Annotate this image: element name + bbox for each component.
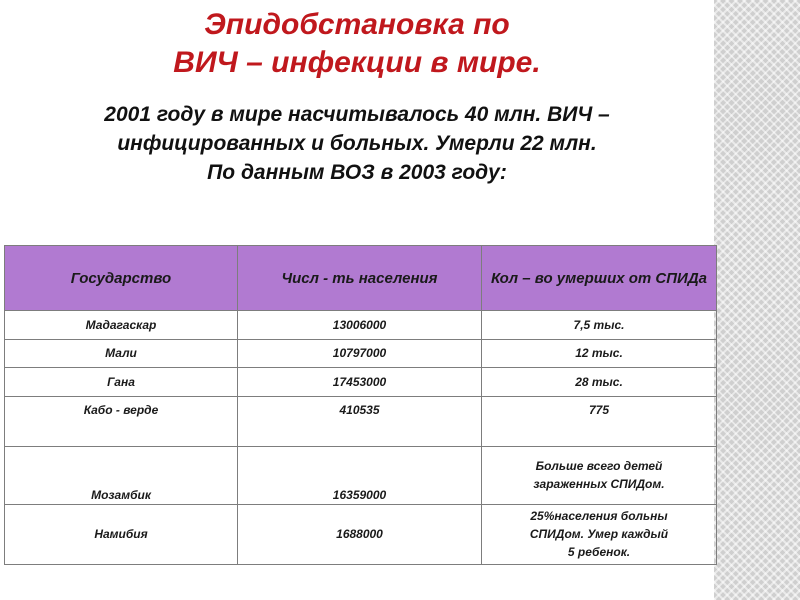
- cell-deaths: [482, 504, 717, 564]
- header-deaths: Кол – во умерших от СПИДа: [482, 246, 717, 311]
- subtitle-line-2: инфицированных и больных. Умерли 22 млн.: [117, 132, 597, 155]
- cell-population: 1688000: [238, 504, 482, 564]
- cell-deaths-line: зараженных СПИДом.: [533, 477, 665, 492]
- cell-population: 13006000: [238, 311, 482, 340]
- cell-deaths-line: СПИДом. Умер каждый: [529, 527, 669, 542]
- cell-deaths: 28 тыс.: [482, 368, 717, 397]
- table-row: [5, 446, 717, 504]
- cell-country: Гана: [5, 368, 238, 397]
- header-population: Числ - ть населения: [238, 246, 482, 311]
- table-row: [5, 311, 717, 340]
- cell-deaths: 7,5 тыс.: [482, 311, 717, 340]
- table-row: [5, 396, 717, 446]
- decorative-side-pattern: [714, 0, 800, 600]
- cell-deaths: 12 тыс.: [482, 339, 717, 368]
- cell-country: Мадагаскар: [5, 311, 238, 340]
- cell-deaths-line: 5 ребенок.: [567, 545, 631, 560]
- cell-deaths: 775: [482, 396, 717, 446]
- cell-population: 17453000: [238, 368, 482, 397]
- cell-deaths: [482, 446, 717, 504]
- cell-country: Мозамбик: [5, 446, 238, 504]
- subtitle-line-3: По данным ВОЗ в 2003 году:: [207, 161, 507, 184]
- table-row: [5, 504, 717, 564]
- cell-population: 10797000: [238, 339, 482, 368]
- cell-country: Намибия: [5, 504, 238, 564]
- slide-title: [0, 6, 714, 82]
- cell-population: 410535: [238, 396, 482, 446]
- slide-subtitle: [0, 100, 714, 187]
- hiv-statistics-table: [4, 245, 717, 565]
- cell-deaths-line: Больше всего детей: [535, 459, 663, 474]
- table-row: [5, 339, 717, 368]
- title-line-1: Эпидобстановка по: [204, 8, 510, 41]
- cell-deaths-line: 25%населения больны: [530, 509, 668, 524]
- cell-country: Мали: [5, 339, 238, 368]
- cell-population: 16359000: [238, 446, 482, 504]
- subtitle-line-1: 2001 году в мире насчитывалось 40 млн. ВИЧ –: [104, 103, 610, 126]
- table-header-row: [5, 246, 717, 311]
- cell-country: Кабо - верде: [5, 396, 238, 446]
- table-row: [5, 368, 717, 397]
- header-country: Государство: [5, 246, 238, 311]
- title-line-2: ВИЧ – инфекции в мире.: [173, 46, 541, 79]
